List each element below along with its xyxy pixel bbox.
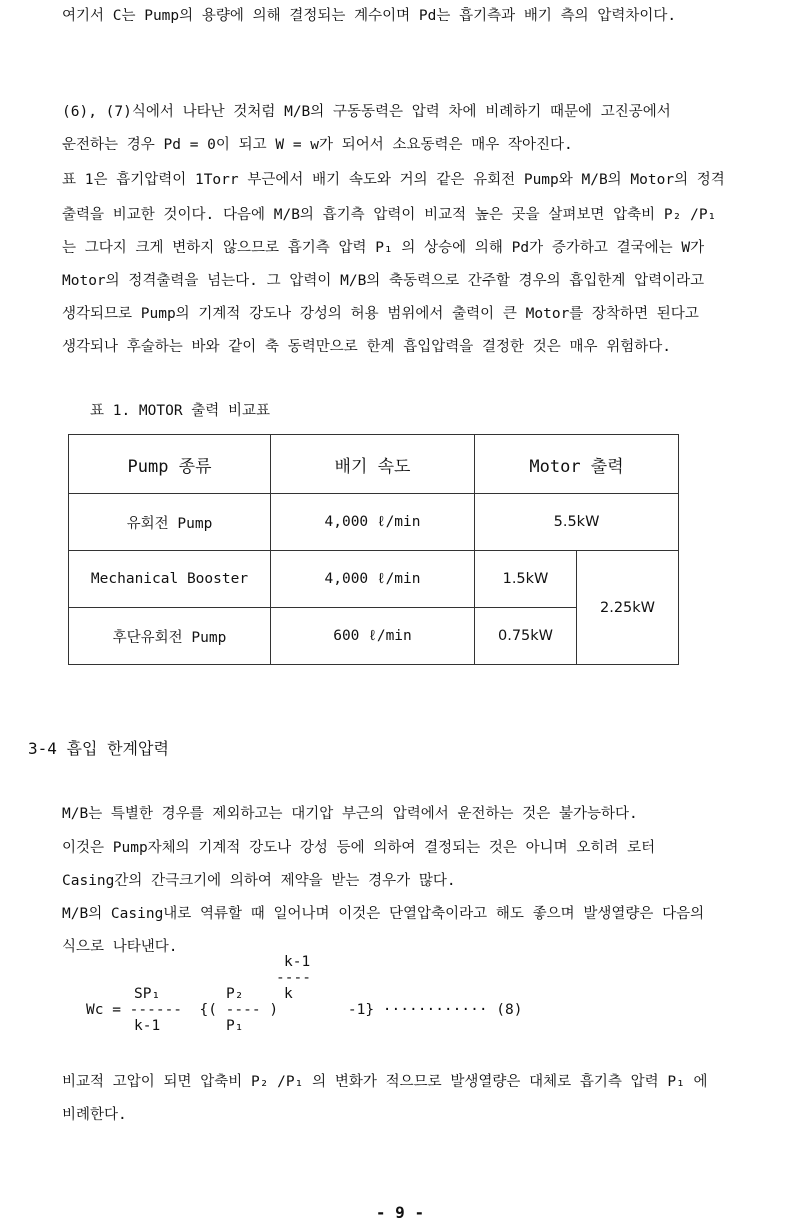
para1-line: Motor의 정격출력을 넘는다. 그 압력이 M/B의 축동력으로 간주할 경우의 흡입한계 압력이라고 [62,273,705,289]
page-number: - 9 - [375,1203,425,1222]
para2-line: M/B는 특별한 경우를 제외하고는 대기압 부근의 압력에서 운전하는 것은 불가능하다. [62,806,638,822]
cell-speed: 4,000 ℓ/min [271,494,475,551]
table-row [69,551,679,608]
equation-k-minus-1: k-1 [134,1018,161,1034]
para1-line: 는 그다지 크게 변하지 않으므로 흡기측 압력 P₁ 의 상승에 의해 Pd가 증가하고 결국에는 W가 [62,240,705,256]
para1-line: 생각되나 후술하는 바와 같이 축 동력만으로 한계 흡입압력을 결정한 것은 매우 위험하다. [62,339,672,355]
table-row [69,494,679,551]
equation-p1: P₁ [226,1018,244,1034]
header-exhaust-speed: 배기 속도 [271,435,475,494]
table-caption: 표 1. MOTOR 출력 비교표 [90,403,271,419]
header-motor-output: Motor 출력 [475,435,679,494]
equation-sp1: SP₁ [134,986,161,1002]
cell-combined-output: 2.25kW [577,551,679,665]
table-header-row [69,435,679,494]
para1-line: 생각되므로 Pump의 기계적 강도나 강성의 허용 범위에서 출력이 큰 Motor를 장착하면 된다고 [62,306,699,322]
para1-line: 출력을 비교한 것이다. 다음에 M/B의 흡기측 압력이 비교적 높은 곳을 살펴보면 압축비 P₂ /P₁ [62,207,717,223]
para2-line: M/B의 Casing내로 역류할 때 일어나며 이것은 단열압축이라고 해도 좋으며 발생열량은 다음의 [62,906,705,922]
equation-exponent-bar: ---- [276,970,311,986]
cell-speed: 4,000 ℓ/min [271,551,475,608]
para3-line: 비교적 고압이 되면 압축비 P₂ /P₁ 의 변화가 적으므로 발생열량은 대체로 흡기측 압력 P₁ 에 [62,1074,708,1090]
header-pump-type: Pump 종류 [69,435,271,494]
cell-type: 후단유회전 Pump [69,608,271,665]
cell-output: 1.5kW [475,551,577,608]
equation-main: Wc = ------ {( ---- ) -1} ············ (8) [86,1002,523,1018]
para2-line: 이것은 Pump자체의 기계적 강도나 강성 등에 의하여 결정되는 것은 아니며 오히려 로터 [62,840,656,856]
para3-line: 비례한다. [62,1107,127,1123]
cell-output: 5.5kW [475,494,679,551]
para1-line: 표 1은 흡기압력이 1Torr 부근에서 배기 속도와 거의 같은 유회전 Pump와 M/B의 Motor의 정격 [62,172,725,188]
equation-p2: P₂ [226,986,244,1002]
equation-exponent-top: k-1 [284,954,311,970]
para2-line: Casing간의 간극크기에 의하여 제약을 받는 경우가 많다. [62,873,456,889]
para1-line: 운전하는 경우 Pd = 0이 되고 W = w가 되어서 소요동력은 매우 작아진다. [62,137,573,153]
top-line: 여기서 C는 Pump의 용량에 의해 결정되는 계수이며 Pd는 흡기측과 배기 측의 압력차이다. [62,8,677,24]
cell-type: Mechanical Booster [69,551,271,608]
cell-type: 유회전 Pump [69,494,271,551]
equation-exponent-bottom: k [284,986,293,1002]
motor-output-table [68,434,679,665]
cell-output: 0.75kW [475,608,577,665]
cell-speed: 600 ℓ/min [271,608,475,665]
para1-line: (6), (7)식에서 나타난 것처럼 M/B의 구동동력은 압력 차에 비례하기 때문에 고진공에서 [62,104,671,120]
para2-line: 식으로 나타낸다. [62,939,178,955]
section-title: 3-4 흡입 한계압력 [28,739,169,758]
